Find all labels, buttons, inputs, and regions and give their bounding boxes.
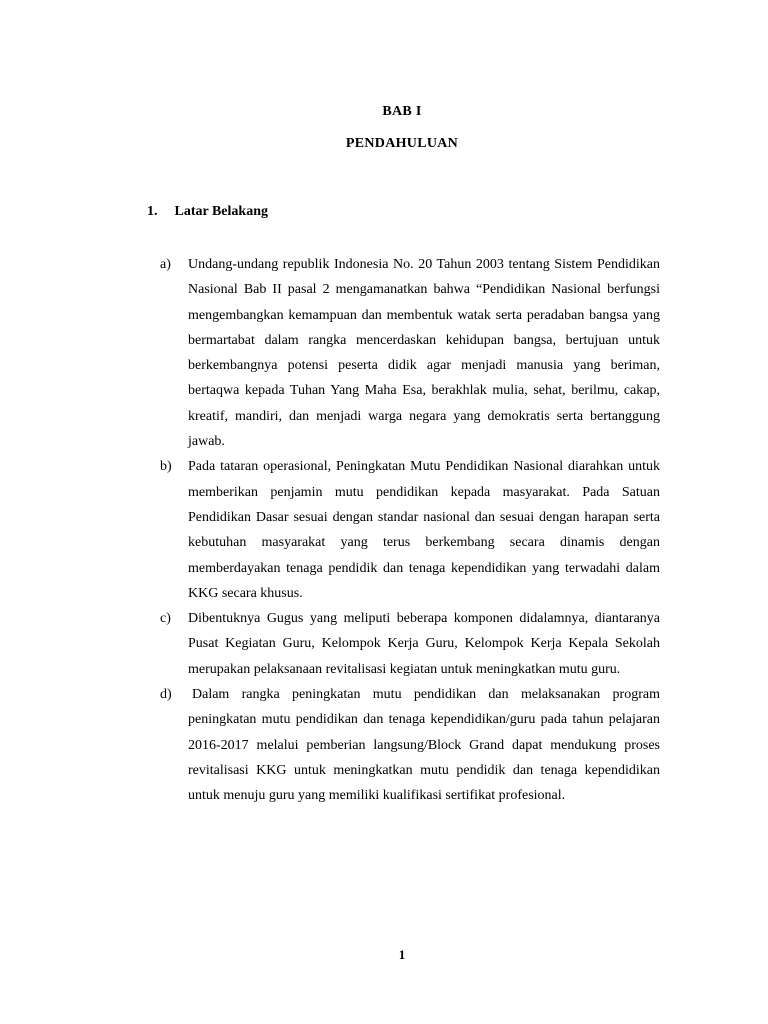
list-item-text: Undang-undang republik Indonesia No. 20 Tahun 2003 tentang Sistem Pendidikan Nasional Bab II pasal 2 mengamanatkan bahwa “Pendidikan Nasional berfungsi mengembangkan kemampuan dan membentuk watak serta peradaban bangsa yang bermartabat dalam rangka mencerdaskan kehidupan bangsa, bertujuan untuk berkembangnya potensi peserta didik agar menjadi manusia yang beriman, bertaqwa kepada Tuhan Yang Maha Esa, berakhlak mulia, sehat, berilmu, cakap, kreatif, mandiri, dan menjadi warga negara yang demokratis serta bertanggung jawab.	[188, 257, 660, 450]
list-item	[160, 682, 660, 808]
list-item-marker: d)	[160, 687, 172, 703]
section-heading	[147, 204, 268, 220]
background-list	[160, 252, 660, 809]
list-item-text: Dibentuknya Gugus yang meliputi beberapa komponen didalamnya, diantaranya Pusat Kegiatan Guru, Kelompok Kerja Guru, Kelompok Kerja Kepala Sekolah merupakan pelaksanaan revitalisasi kegiatan untuk meningkatkan mutu guru.	[188, 611, 660, 677]
section-title: Latar Belakang	[174, 204, 268, 219]
page-number: 1	[398, 947, 406, 962]
list-item-marker: b)	[160, 459, 172, 475]
list-item	[160, 606, 660, 682]
chapter-number: BAB I	[382, 104, 422, 119]
list-item-text: Dalam rangka peningkatan mutu pendidikan dan melaksanakan program peningkatan mutu pendidikan dan tenaga kependidikan/guru pada tahun pelajaran 2016-2017 melalui pemberian langsung/Block Grand dapat mendukung proses revitalisasi KKG untuk meningkatkan mutu pendidik dan tenaga kependidikan untuk menuju guru yang memiliki kualifikasi sertifikat profesional.	[188, 687, 660, 804]
list-item-marker: c)	[160, 611, 171, 627]
list-item	[160, 252, 660, 454]
chapter-title: PENDAHULUAN	[345, 136, 459, 151]
list-item-marker: a)	[160, 257, 171, 272]
list-item-text: Pada tataran operasional, Peningkatan Mutu Pendidikan Nasional diarahkan untuk memberikan penjamin mutu pendidikan kepada masyarakat. Pada Satuan Pendidikan Dasar sesuai dengan standar nasional dan sesuai dengan harapan serta kebutuhan masyarakat yang terus berkembang secara dinamis dengan memberdayakan tenaga pendidik dan tenaga kependidikan yang terwadahi dalam KKG secara khusus.	[188, 459, 660, 601]
section-number: 1.	[147, 204, 158, 219]
list-item	[160, 454, 660, 606]
